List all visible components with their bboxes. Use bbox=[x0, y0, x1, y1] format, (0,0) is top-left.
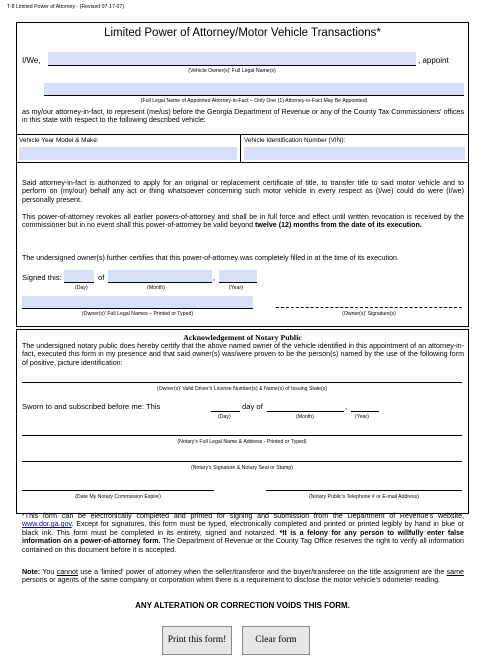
vin-field[interactable] bbox=[244, 147, 465, 160]
owner-signature-caption: (Owner(s)' Signature(s) bbox=[342, 311, 396, 317]
owner-name-underline bbox=[48, 65, 416, 66]
vin-label: Vehicle Identification Number (VIN): bbox=[244, 137, 346, 144]
owner-printed-name-field[interactable] bbox=[22, 296, 253, 308]
sworn-day-caption: (Day) bbox=[218, 414, 231, 420]
iwe-label: I/We, bbox=[22, 56, 41, 65]
footnote-part3: The Department of Revenue or the County Tag Office reserves the right to verify all information contained on this document before it is accepted. bbox=[22, 537, 464, 554]
form-id: T-8 Limited Power of Attorney - (Revised 07-17-07) bbox=[7, 4, 125, 10]
revokes-text: This power-of-attorney revokes all earlier powers-of-attorney and shall be in full force and effect until written revocation is received by the commissioner but in no event shall this power-of-attorney be valid beyond bbox=[22, 213, 464, 230]
notary-name-caption: (Notary's Full Legal Name & Address - Printed or Typed) bbox=[177, 439, 307, 445]
notary-heading: Acknowledgement of Notary Public bbox=[183, 333, 302, 342]
notary-phone-caption: (Notary Public's Telephone # or E-mail Address) bbox=[309, 494, 419, 500]
revokes-bold-text: twelve (12) months from the date of its execution. bbox=[255, 221, 422, 230]
dor-website-link[interactable]: www.dor.ga.gov bbox=[22, 520, 72, 529]
note-part1: You bbox=[40, 568, 57, 576]
intro-paragraph: as my/our attorney-in-fact, to represent (me/us) before the Georgia Department of Revenue or any of the County Tax Commissioners' offices in this state with respect to the following described vehicle: bbox=[22, 108, 464, 125]
appoint-label: , appoint bbox=[418, 56, 449, 65]
owner-signature-line[interactable] bbox=[276, 307, 462, 308]
signed-year-caption: (Year) bbox=[229, 285, 243, 291]
signed-comma: , bbox=[213, 273, 216, 282]
sworn-year-line[interactable] bbox=[351, 411, 379, 412]
print-form-button[interactable]: Print this form! bbox=[162, 626, 232, 655]
owner-printed-name-caption: (Owner(s)' Full Legal Names – Printed or Typed) bbox=[81, 311, 194, 317]
sworn-month-caption: (Month) bbox=[296, 414, 314, 420]
license-line[interactable] bbox=[22, 382, 462, 383]
footnote-felony-warning: *It is a felony for any person to willfully enter false information on a power-of-attorney form. bbox=[22, 528, 464, 546]
revokes-paragraph bbox=[22, 213, 464, 230]
sworn-year-caption: (Year) bbox=[355, 414, 369, 420]
owner-name-field[interactable] bbox=[48, 52, 416, 65]
note-same: same bbox=[446, 568, 464, 576]
sworn-comma: , bbox=[345, 402, 348, 411]
note-cannot: cannot bbox=[56, 568, 78, 576]
signed-label: Signed this: bbox=[22, 273, 62, 282]
authorized-paragraph: Said attorney-in-fact is authorized to apply for an original or replacement certificate of title, to transfer title to said motor vehicle and to perform on (my/our) behalf any act or thing whatsoever concerning such motor vehicle in every respect as (I/we) could do were (I/we) personally present. bbox=[22, 179, 464, 204]
footnote-part2: . Except for signatures, this form must be typed, electronically completed and printed or printed legibly by hand in blue or black ink. This form must be completed in its entirety, signed and notarized. bbox=[22, 520, 464, 537]
vehicle-table-divider bbox=[240, 134, 241, 163]
signed-month-field[interactable] bbox=[108, 270, 212, 282]
attorney-name-field[interactable] bbox=[44, 83, 464, 95]
notary-name-line[interactable] bbox=[22, 435, 462, 436]
attorney-name-caption: (Full Legal Name of Appointed Attorney-in-Fact – Only One (1) Attorney-in-Fact May Be Appointed) bbox=[140, 98, 368, 104]
notary-paragraph: The undersigned notary public does hereby certify that the above named owner of the vehicle identified in this appointment of an attorney-in-fact, executed this form in my presence and that said owner(s) was/were proven to be the person(s) named by the use of the following form of positive, picture identification: bbox=[22, 342, 464, 367]
note-paragraph bbox=[22, 568, 464, 585]
alteration-warning: ANY ALTERATION OR CORRECTION VOIDS THIS FORM. bbox=[135, 601, 350, 610]
note-part2: use a 'limited' power of attorney when the seller/transferor and the buyer/transferee on the title assignment are the bbox=[77, 568, 447, 576]
clear-form-button[interactable]: Clear form bbox=[242, 626, 310, 655]
signed-year-field[interactable] bbox=[219, 270, 257, 282]
year-make-label: Vehicle Year Model & Make: bbox=[19, 137, 99, 144]
signed-of-label: of bbox=[98, 273, 105, 282]
year-make-field[interactable] bbox=[19, 147, 237, 160]
signed-month-caption: (Month) bbox=[147, 285, 165, 291]
footnote-paragraph bbox=[22, 512, 464, 554]
note-label: Note: bbox=[22, 568, 41, 576]
notary-seal-caption: (Notary's Signature & Notary Seal or Stamp) bbox=[191, 465, 293, 471]
notary-expire-line[interactable] bbox=[22, 490, 214, 491]
license-caption: (Owner(s)' Valid Driver's License Number(s) & Name(s) of Issuing State(s) bbox=[156, 386, 328, 392]
notary-phone-line[interactable] bbox=[266, 490, 462, 491]
sworn-month-line[interactable] bbox=[267, 411, 344, 412]
footnote-part1: *This form can be electronically completed and printed for signing and submission from the Department of Revenue's website, bbox=[22, 512, 464, 520]
attorney-name-underline bbox=[44, 95, 464, 96]
signed-month-underline bbox=[108, 282, 212, 283]
sworn-label: Sworn to and subscribed before me: This bbox=[22, 402, 161, 411]
certify-paragraph: The undersigned owner(s) further certifies that this power-of-attorney was completely filled in at the time of its execution. bbox=[22, 254, 399, 262]
owner-name-caption: (Vehicle Owner(s)' Full Legal Name(s) bbox=[188, 68, 276, 74]
signed-day-underline bbox=[64, 282, 94, 283]
notary-expire-caption: (Date My Notary Commission Expire) bbox=[75, 494, 161, 500]
signed-year-underline bbox=[219, 282, 257, 283]
owner-printed-name-underline bbox=[22, 308, 253, 309]
note-part3: persons or agents of the same company or corporation when there is a requirement to disclose the motor vehicle's odometer reading. bbox=[22, 576, 441, 585]
signed-day-field[interactable] bbox=[64, 270, 94, 282]
sworn-day-line[interactable] bbox=[211, 411, 240, 412]
signed-day-caption: (Day) bbox=[75, 285, 88, 291]
sworn-day-of-label: day of bbox=[242, 402, 263, 411]
form-title: Limited Power of Attorney/Motor Vehicle Transactions* bbox=[104, 27, 381, 39]
notary-seal-line[interactable] bbox=[22, 461, 462, 462]
